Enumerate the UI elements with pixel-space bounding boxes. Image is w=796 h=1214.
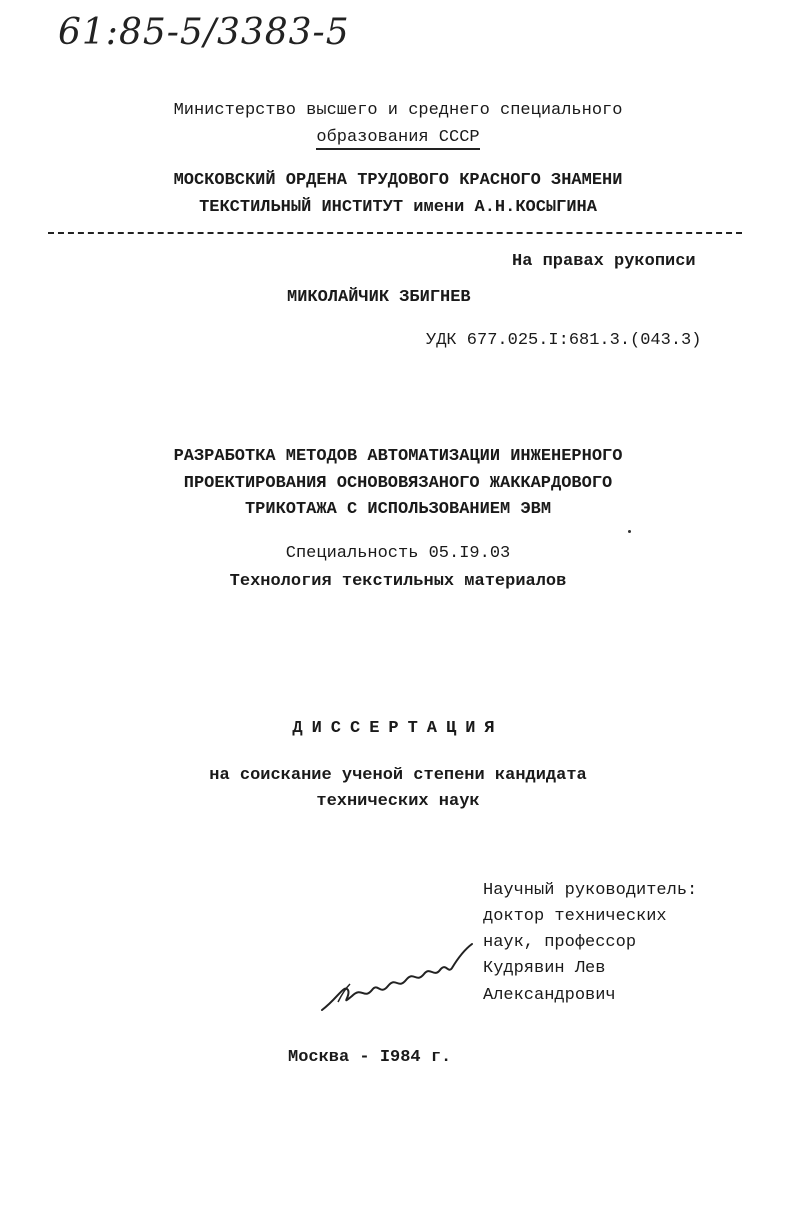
degree-line-1: на соискание ученой степени кандидата: [209, 766, 587, 785]
paper-speck: [628, 530, 631, 533]
ministry-line-2-text: образования СССР: [316, 128, 479, 150]
supervisor-degree: доктор технических: [483, 907, 667, 926]
degree-line-2: технических наук: [316, 792, 480, 811]
specialty-code: Специальность 05.I9.03: [285, 544, 511, 563]
institute-line-1: МОСКОВСКИЙ ОРДЕНА ТРУДОВОГО КРАСНОГО ЗНАМЕНИ: [173, 171, 623, 190]
document-type-heading: ДИССЕРТАЦИЯ: [292, 719, 504, 738]
handwritten-archive-code: 61:85-5/3383-5: [58, 12, 350, 53]
manuscript-rights-note: На правах рукописи: [512, 252, 696, 271]
city-and-year: Москва - I984 г.: [288, 1048, 452, 1067]
title-line-3: ТРИКОТАЖА С ИСПОЛЬЗОВАНИЕМ ЭВМ: [244, 500, 552, 519]
supervisor-label: Научный руководитель:: [483, 881, 698, 900]
supervisor-rank: наук, профессор: [483, 933, 637, 952]
title-line-1: РАЗРАБОТКА МЕТОДОВ АВТОМАТИЗАЦИИ ИНЖЕНЕРНОГО: [173, 447, 623, 466]
specialty-name: Технология текстильных материалов: [229, 572, 567, 591]
supervisor-patronymic: Александрович: [483, 986, 616, 1005]
dashed-divider: [48, 232, 742, 234]
udk-code: УДК 677.025.I:681.3.(043.3): [426, 331, 702, 350]
author-name: МИКОЛАЙЧИК ЗБИГНЕВ: [287, 288, 471, 307]
ministry-line-1: Министерство высшего и среднего специального: [173, 101, 623, 120]
supervisor-name: Кудрявин Лев: [483, 959, 606, 978]
title-line-2: ПРОЕКТИРОВАНИЯ ОСНОВОВЯЗАНОГО ЖАККАРДОВОГО: [183, 474, 613, 493]
ministry-line-2: [0, 127, 796, 149]
author-signature: [318, 940, 478, 1020]
institute-line-2: ТЕКСТИЛЬНЫЙ ИНСТИТУТ имени А.Н.КОСЫГИНА: [199, 198, 597, 217]
